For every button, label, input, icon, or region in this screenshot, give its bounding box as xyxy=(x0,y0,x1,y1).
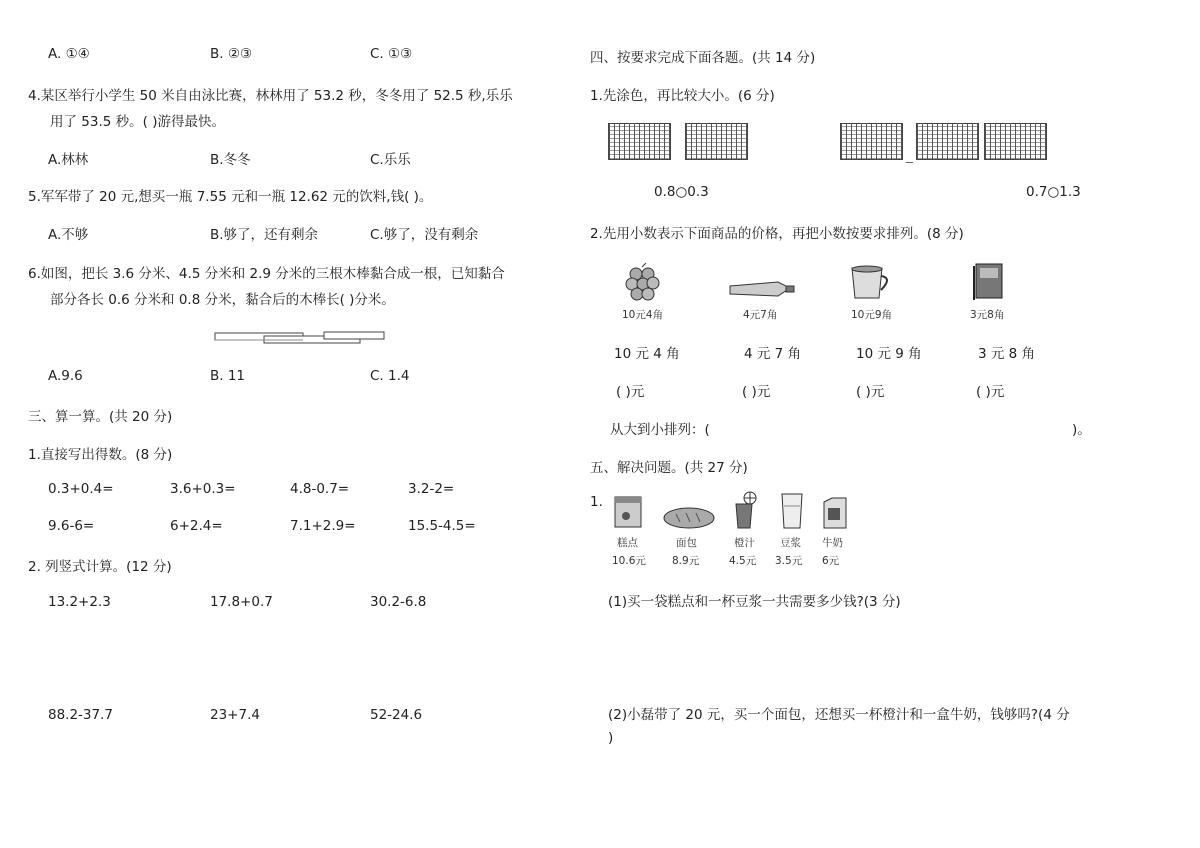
problem-1-number: 1. xyxy=(590,494,603,510)
option-b: B.冬冬 xyxy=(210,152,251,168)
food-name: 面包 xyxy=(676,537,697,549)
price-blank[interactable]: ( )元 xyxy=(856,384,885,400)
grid-divider: _ xyxy=(906,148,913,164)
vertical-calc-item: 88.2-37.7 xyxy=(48,707,113,723)
section-3-part-1-title: 1.直接写出得数。(8 分) xyxy=(28,447,173,463)
soy-milk-icon xyxy=(780,490,804,532)
sub-question-1: (1)买一袋糕点和一杯豆浆一共需要多少钱?(3 分) xyxy=(608,594,901,610)
section-3-title: 三、算一算。(共 20 分) xyxy=(28,409,173,425)
vertical-calc-item: 13.2+2.3 xyxy=(48,594,111,610)
food-price: 10.6元 xyxy=(612,555,646,567)
section-5-title: 五、解决问题。(共 27 分) xyxy=(590,460,748,476)
price-blank[interactable]: ( )元 xyxy=(616,384,645,400)
vertical-calc-item: 23+7.4 xyxy=(210,707,260,723)
vertical-calc-item: 30.2-6.8 xyxy=(370,594,427,610)
option-a: A.9.6 xyxy=(48,368,83,384)
cup-icon xyxy=(848,264,896,302)
decimal-grid xyxy=(840,123,903,160)
sub-question-2-line1: (2)小磊带了 20 元，买一个面包，还想买一杯橙汁和一盒牛奶，钱够吗?(4 分 xyxy=(608,707,1070,723)
vertical-calc-item: 17.8+0.7 xyxy=(210,594,273,610)
question-6-line1: 6.如图，把长 3.6 分米、4.5 分米和 2.9 分米的三根木棒黏合成一根，已知黏合 xyxy=(28,266,505,282)
option-b: B. 11 xyxy=(210,368,246,384)
goods-caption: 3元8角 xyxy=(970,309,1005,321)
question-4-line2: 用了 53.5 秒。( )游得最快。 xyxy=(50,114,225,130)
food-price: 3.5元 xyxy=(775,555,803,567)
question-4-line1: 4.某区举行小学生 50 米自由泳比赛，林林用了 53.2 秒，冬冬用了 52.5 秒,乐乐 xyxy=(28,88,513,104)
option-c: C. ①③ xyxy=(370,46,413,62)
sort-label: 从大到小排列：( xyxy=(610,422,710,438)
book-icon xyxy=(972,262,1006,302)
calc-item: 7.1+2.9= xyxy=(290,518,356,534)
question-6-line2: 部分各长 0.6 分米和 0.8 分米，黏合后的木棒长( )分米。 xyxy=(50,292,395,308)
sort-end: )。 xyxy=(1072,422,1091,438)
grapes-icon xyxy=(622,262,662,304)
goods-price: 10 元 4 角 xyxy=(614,346,680,362)
wooden-sticks-figure xyxy=(214,328,386,348)
calc-item: 15.5-4.5= xyxy=(408,518,476,534)
food-name: 豆浆 xyxy=(780,537,801,549)
toothpaste-icon xyxy=(728,280,796,300)
orange-juice-icon xyxy=(730,490,760,530)
food-name: 糕点 xyxy=(617,537,638,549)
food-name: 牛奶 xyxy=(822,537,843,549)
calc-item: 0.3+0.4= xyxy=(48,481,114,497)
compare-item: 0.7○1.3 xyxy=(1026,184,1081,200)
price-blank[interactable]: ( )元 xyxy=(742,384,771,400)
vertical-calc-item: 52-24.6 xyxy=(370,707,423,723)
option-c: C.够了，没有剩余 xyxy=(370,227,479,243)
cake-bag-icon xyxy=(612,494,644,530)
decimal-grid xyxy=(608,123,671,160)
compare-item: 0.8○0.3 xyxy=(654,184,709,200)
calc-item: 4.8-0.7= xyxy=(290,481,350,497)
food-price: 6元 xyxy=(822,555,840,567)
goods-caption: 10元9角 xyxy=(851,309,893,321)
decimal-grid xyxy=(916,123,979,160)
question-2-title: 2.先用小数表示下面商品的价格，再把小数按要求排列。(8 分) xyxy=(590,226,964,242)
goods-caption: 4元7角 xyxy=(743,309,778,321)
calc-item: 9.6-6= xyxy=(48,518,95,534)
bread-icon xyxy=(662,504,716,530)
option-c: C. 1.4 xyxy=(370,368,410,384)
section-4-title: 四、按要求完成下面各题。(共 14 分) xyxy=(590,50,816,66)
option-c: C.乐乐 xyxy=(370,152,411,168)
option-b: B. ②③ xyxy=(210,46,253,62)
milk-box-icon xyxy=(820,496,850,530)
option-a: A. ①④ xyxy=(48,46,90,62)
food-price: 8.9元 xyxy=(672,555,700,567)
goods-price: 10 元 9 角 xyxy=(856,346,922,362)
calc-item: 6+2.4= xyxy=(170,518,223,534)
price-blank[interactable]: ( )元 xyxy=(976,384,1005,400)
food-name: 橙汁 xyxy=(734,537,755,549)
goods-price: 3 元 8 角 xyxy=(978,346,1036,362)
calc-item: 3.6+0.3= xyxy=(170,481,236,497)
option-a: A.林林 xyxy=(48,152,89,168)
decimal-grid xyxy=(984,123,1047,160)
section-3-part-2-title: 2. 列竖式计算。(12 分) xyxy=(28,559,172,575)
food-price: 4.5元 xyxy=(729,555,757,567)
question-1-title: 1.先涂色，再比较大小。(6 分) xyxy=(590,88,775,104)
option-b: B.够了，还有剩余 xyxy=(210,227,319,243)
question-5-line1: 5.军军带了 20 元,想买一瓶 7.55 元和一瓶 12.62 元的饮料,钱( )。 xyxy=(28,189,433,205)
calc-item: 3.2-2= xyxy=(408,481,455,497)
option-a: A.不够 xyxy=(48,227,89,243)
sub-question-2-line2: ) xyxy=(608,730,614,746)
decimal-grid xyxy=(685,123,748,160)
goods-price: 4 元 7 角 xyxy=(744,346,802,362)
goods-caption: 10元4角 xyxy=(622,309,664,321)
